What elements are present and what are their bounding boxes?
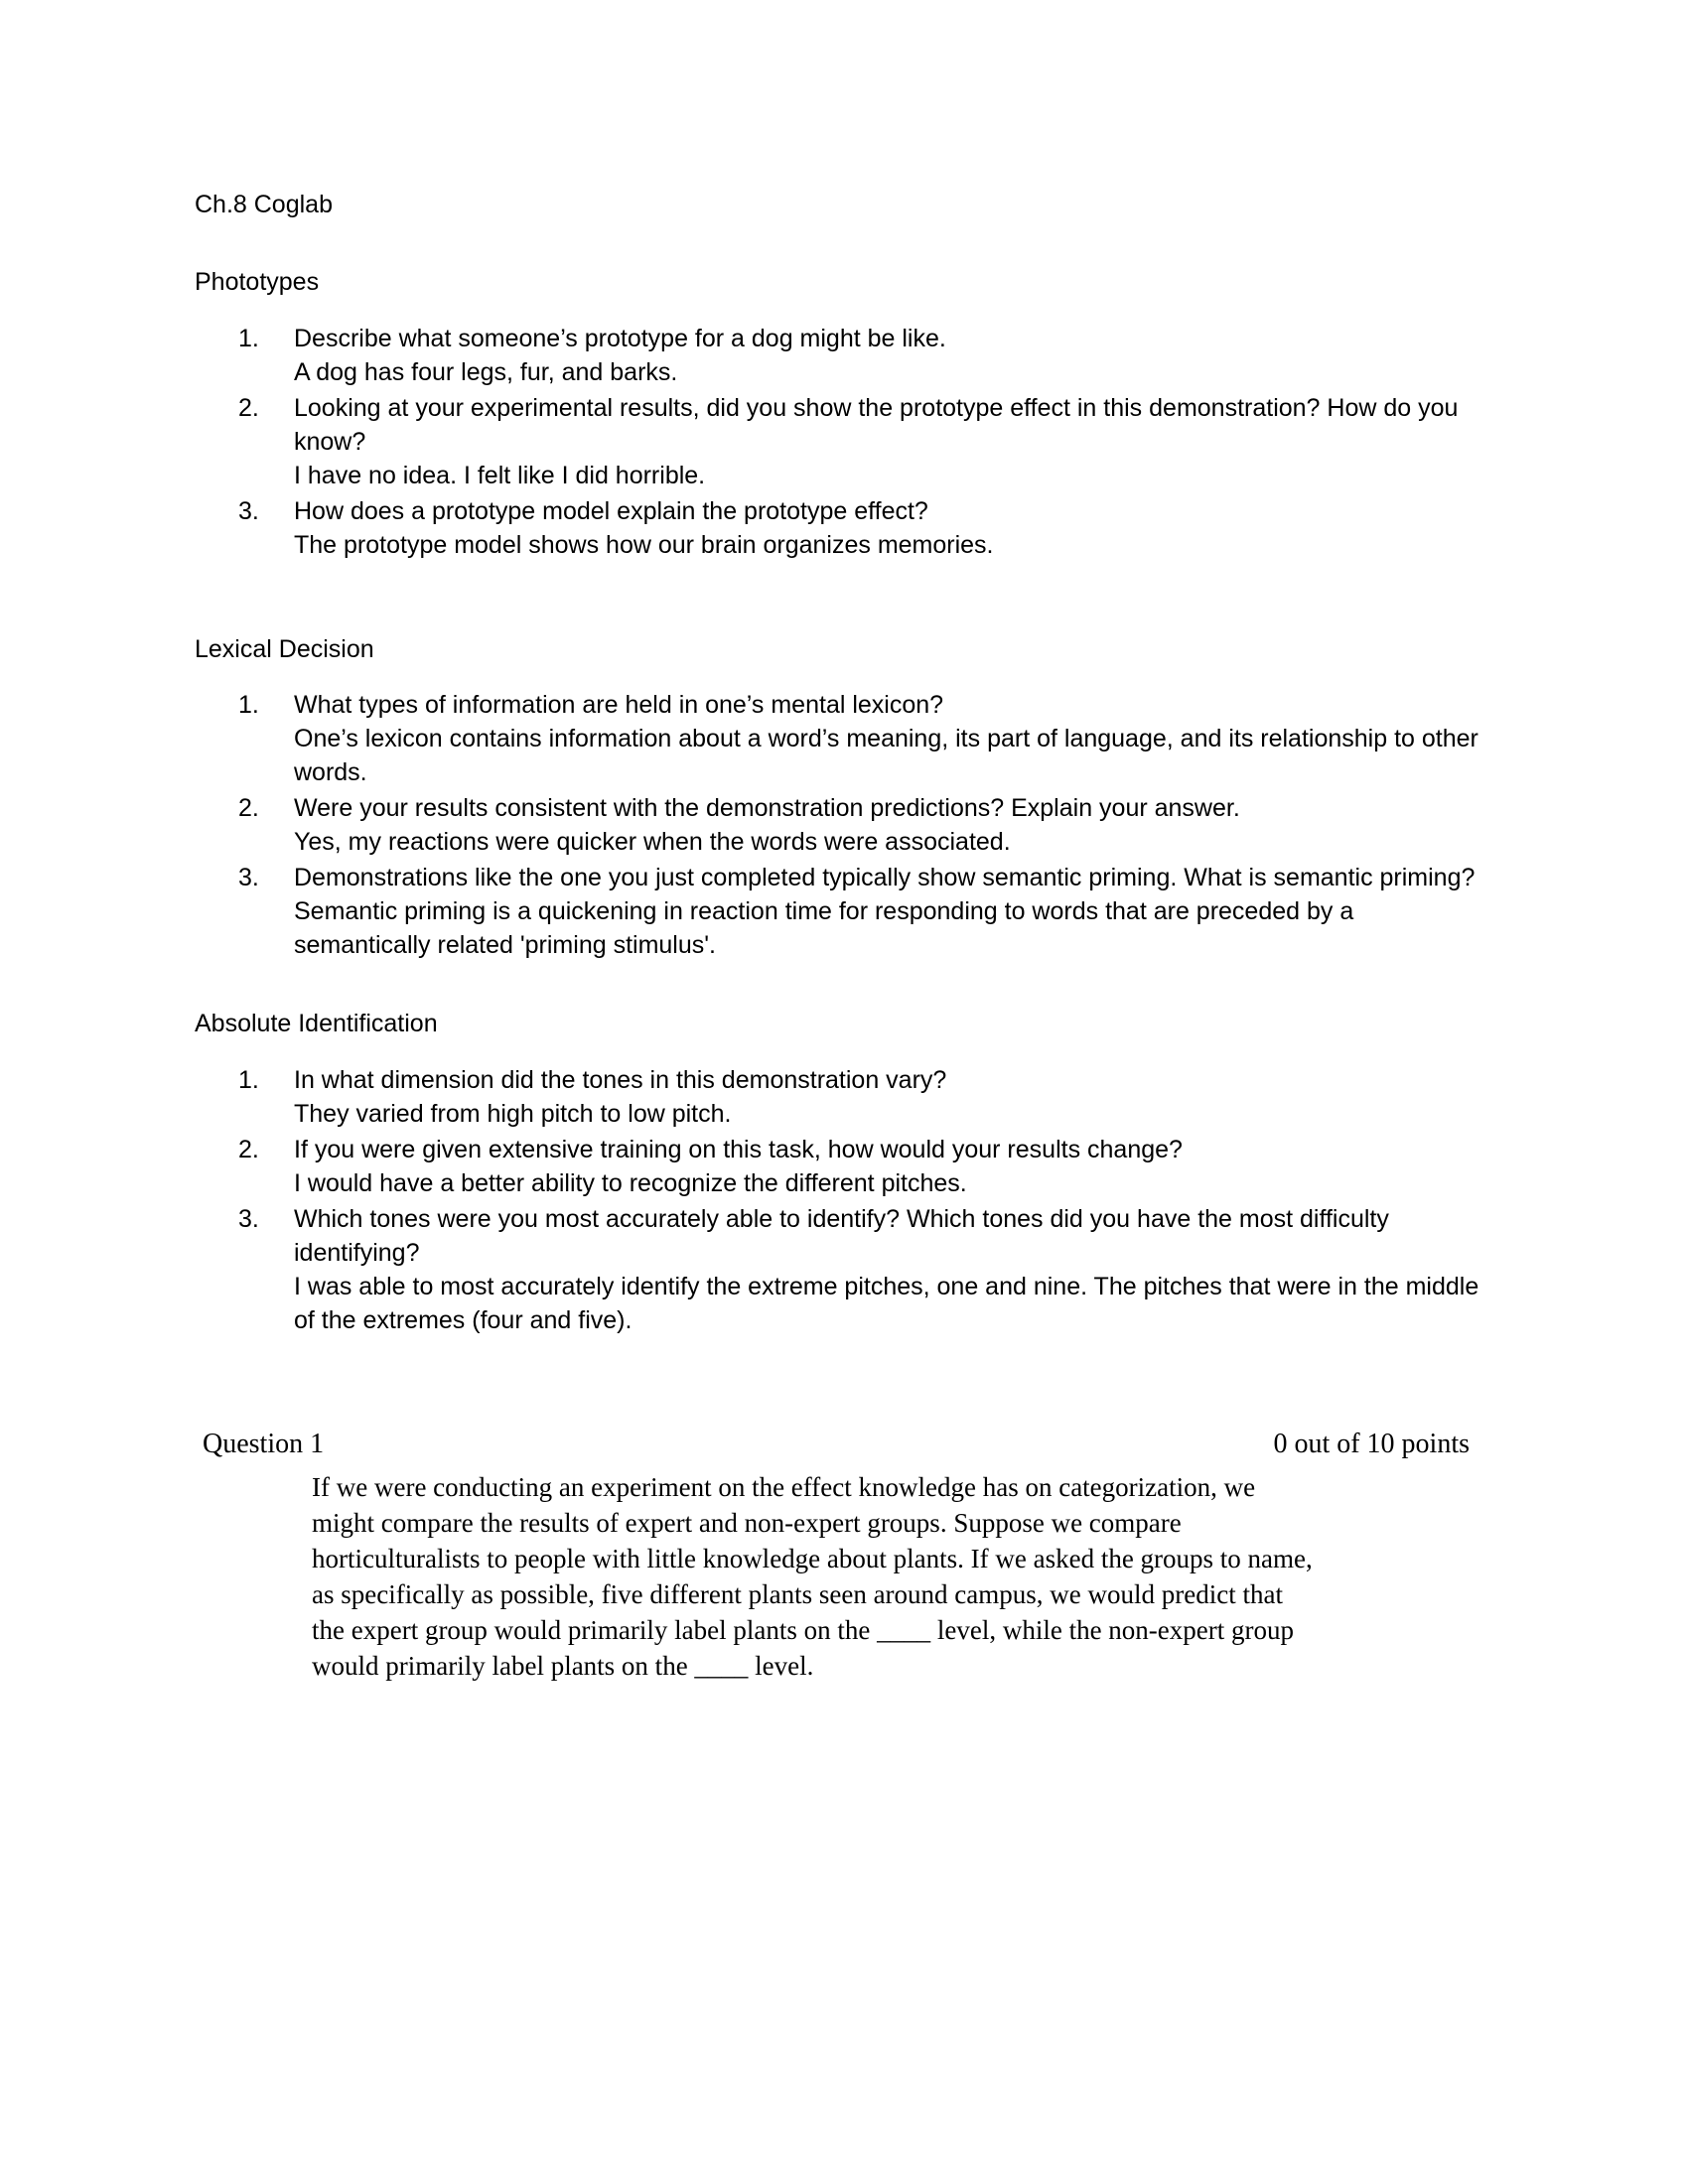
question-text: In what dimension did the tones in this demonstration vary? (294, 1066, 947, 1094)
answer-text: I have no idea. I felt like I did horrible. (294, 461, 706, 489)
question-text: Looking at your experimental results, did you show the prototype effect in this demonstration? How do you know? (294, 393, 1459, 456)
list-item (195, 1063, 1485, 1131)
list-item-number: 3. (238, 496, 259, 525)
answer-text: A dog has four legs, fur, and barks. (294, 357, 678, 386)
list-item-number: 1. (238, 691, 259, 720)
exam-question-block (195, 1429, 1485, 1684)
question-text: Which tones were you most accurately able to identify? Which tones did you have the most difficulty identifying? (294, 1205, 1389, 1267)
list-item (195, 791, 1485, 859)
question-text: Were your results consistent with the demonstration predictions? Explain your answer. (294, 794, 1240, 823)
exam-question-label: Question 1 (203, 1429, 325, 1459)
list-item (195, 1202, 1485, 1337)
list-item (195, 322, 1485, 389)
question-text: How does a prototype model explain the prototype effect? (294, 496, 928, 525)
question-text: Describe what someone’s prototype for a dog might be like. (294, 324, 946, 352)
list-item-number: 1. (238, 324, 259, 352)
list-item (195, 861, 1485, 962)
document-body (195, 189, 1485, 1684)
section-heading-absolute-identification: Absolute Identification (195, 1010, 438, 1038)
list-item-number: 3. (238, 1205, 259, 1233)
section-spacer (195, 964, 1485, 1008)
answer-text: One’s lexicon contains information about a word’s meaning, its part of language, and its relationship to other words. (294, 725, 1478, 787)
question-list-lexical-decision (195, 688, 1485, 962)
question-text: Demonstrations like the one you just completed typically show semantic priming. What is semantic priming? (294, 864, 1476, 892)
list-item-number: 2. (238, 1136, 259, 1163)
answer-text: Semantic priming is a quickening in reaction time for responding to words that are preceded by a semantically related 'priming stimulus'. (294, 897, 1354, 960)
answer-text: I was able to most accurately identify the extreme pitches, one and nine. The pitches that were in the middle of the extremes (four and five). (294, 1273, 1479, 1334)
list-item (195, 688, 1485, 789)
question-list-phototypes (195, 322, 1485, 562)
section-spacer (195, 564, 1485, 633)
exam-question-header (195, 1429, 1485, 1460)
list-item (195, 494, 1485, 562)
answer-text: They varied from high pitch to low pitch. (294, 1100, 732, 1128)
list-item-number: 3. (238, 864, 259, 892)
list-item-number: 2. (238, 794, 259, 823)
answer-text: I would have a better ability to recognize the different pitches. (294, 1169, 967, 1197)
answer-text: The prototype model shows how our brain organizes memories. (294, 530, 994, 559)
question-text: If you were given extensive training on this task, how would your results change? (294, 1136, 1183, 1163)
answer-text: Yes, my reactions were quicker when the words were associated. (294, 828, 1011, 857)
list-item (195, 391, 1485, 492)
list-item (195, 1133, 1485, 1200)
question-text: What types of information are held in one’s mental lexicon? (294, 691, 944, 720)
list-item-number: 2. (238, 393, 259, 422)
exam-question-points: 0 out of 10 points (1273, 1429, 1470, 1459)
section-heading-phototypes: Phototypes (195, 267, 320, 296)
page-title: Ch.8 Coglab (195, 191, 333, 218)
exam-question-body: If we were conducting an experiment on the effect knowledge has on categorization, we might compare the results of expert and non-expert groups. Suppose we compare horticulturalists to people with little knowledge about plants. If we asked the groups to name, as specifically as possible, five different plants seen around campus, we would predict that the expert group would primarily label plants on the ____ level, while the non-expert group would primarily label plants on the ____ level. (312, 1472, 1313, 1681)
section-heading-lexical-decision: Lexical Decision (195, 634, 374, 663)
question-list-absolute-identification (195, 1063, 1485, 1337)
list-item-number: 1. (238, 1066, 259, 1094)
